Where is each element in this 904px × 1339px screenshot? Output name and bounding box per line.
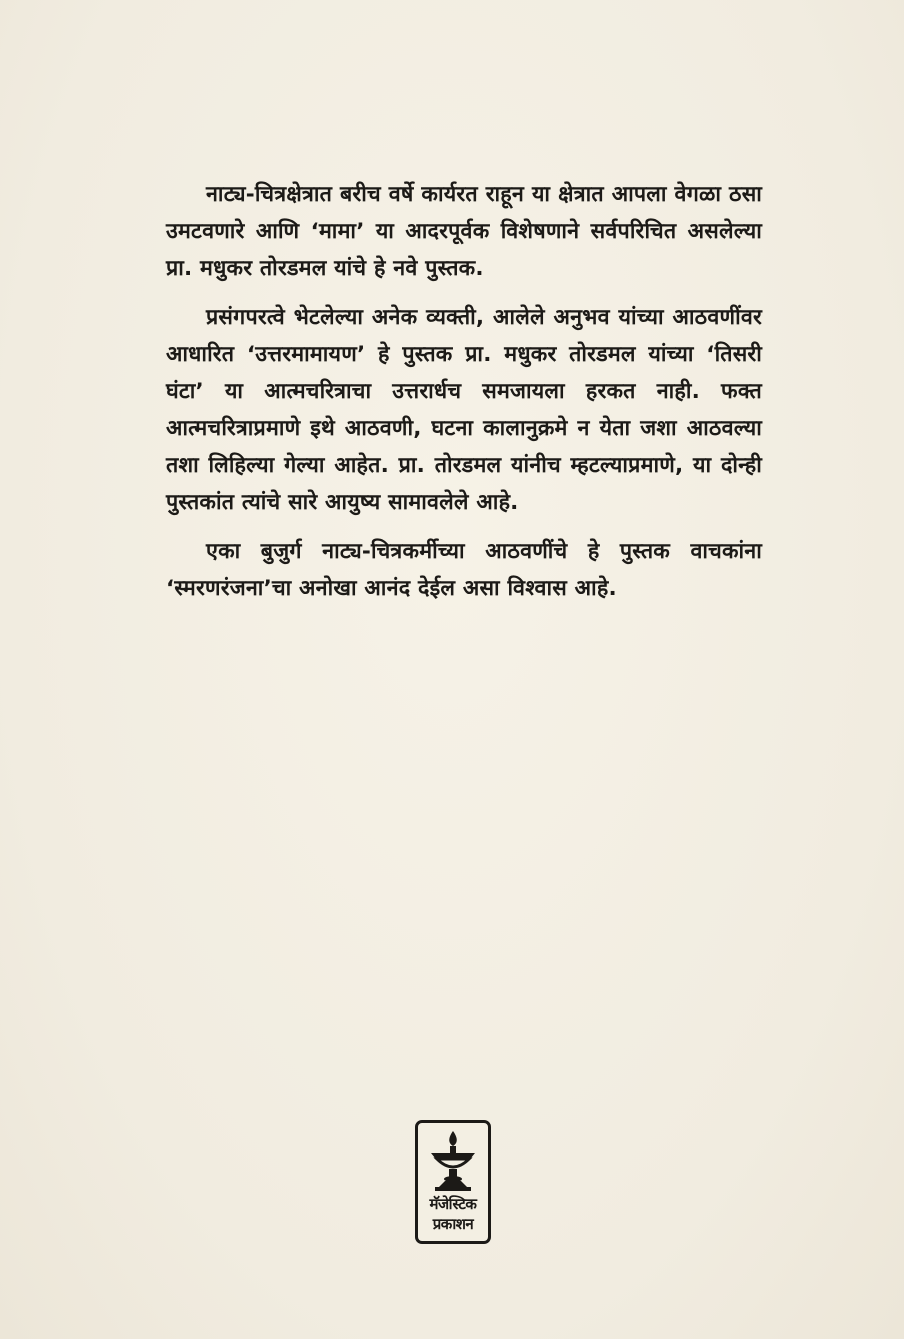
publisher-name-line1: मॅजेस्टिक [429, 1195, 477, 1213]
blurb-paragraph-2: प्रसंगपरत्वे भेटलेल्या अनेक व्यक्ती, आलेले अनुभव यांच्या आठवणींवर आधारित ‘उत्तरमामायण’ हे पुस्तक प्रा. मधुकर तोरडमल यांच्या ‘तिसरी घंटा’ या आत्मचरित्राचा उत्तरार्धच समजायला हरकत नाही. फक्त आत्मचरित्राप्रमाणे इथे आठवणी, घटना कालानुक्रमे न येता जशा आठवल्या तशा लिहिल्या गेल्या आहेत. प्रा. तोरडमल यांनीच म्हटल्याप्रमाणे, या दोन्ही पुस्तकांत त्यांचे सारे आयुष्य सामावलेले आहे. [166, 305, 762, 515]
oil-lamp-icon [425, 1129, 481, 1193]
publisher-logo [415, 1120, 491, 1244]
blurb-text [166, 176, 762, 619]
blurb-paragraph-3: एका बुजुर्ग नाट्य-चित्रकर्मीच्या आठवणींचे हे पुस्तक वाचकांना ‘स्मरणरंजना’चा अनोखा आनंद देईल असा विश्वास आहे. [166, 539, 762, 601]
blurb-paragraph-1: नाट्य-चित्रक्षेत्रात बरीच वर्षे कार्यरत राहून या क्षेत्रात आपला वेगळा ठसा उमटवणारे आणि ‘मामा’ या आदरपूर्वक विशेषणाने सर्वपरिचित असलेल्या प्रा. मधुकर तोरडमल यांचे हे नवे पुस्तक. [166, 182, 762, 281]
publisher-name-line2: प्रकाशन [432, 1215, 474, 1233]
